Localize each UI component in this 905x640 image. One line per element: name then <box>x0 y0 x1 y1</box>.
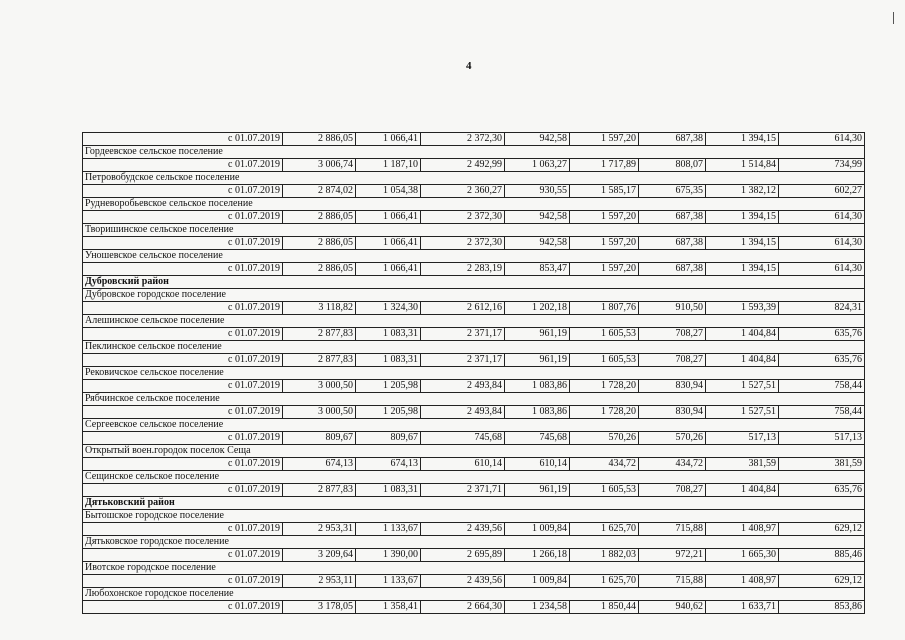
tariff-value-cell: 1 597,20 <box>570 133 639 146</box>
tariff-value-cell: 381,59 <box>779 458 865 471</box>
table-row <box>83 484 865 497</box>
table-row <box>83 432 865 445</box>
effective-date-cell: с 01.07.2019 <box>83 523 283 536</box>
settlement-name-row <box>83 393 865 406</box>
tariff-value-cell: 610,14 <box>421 458 505 471</box>
tariff-table <box>82 132 865 614</box>
settlement-name: Любохонское городское поселение <box>83 588 865 601</box>
tariff-value-cell: 910,50 <box>639 302 706 315</box>
tariff-value-cell: 1 527,51 <box>706 380 779 393</box>
tariff-value-cell: 614,30 <box>779 263 865 276</box>
tariff-value-cell: 1 083,31 <box>356 354 421 367</box>
effective-date-cell: с 01.07.2019 <box>83 302 283 315</box>
tariff-value-cell: 674,13 <box>356 458 421 471</box>
table-row <box>83 380 865 393</box>
table-row <box>83 302 865 315</box>
tariff-value-cell: 1 605,53 <box>570 484 639 497</box>
tariff-value-cell: 2 360,27 <box>421 185 505 198</box>
settlement-name-row <box>83 250 865 263</box>
tariff-value-cell: 2 372,30 <box>421 237 505 250</box>
tariff-value-cell: 2 953,31 <box>283 523 356 536</box>
tariff-value-cell: 2 371,17 <box>421 328 505 341</box>
tariff-value-cell: 708,27 <box>639 484 706 497</box>
effective-date-cell: с 01.07.2019 <box>83 484 283 497</box>
settlement-name: Петровобудское сельское поселение <box>83 172 865 185</box>
settlement-name: Бытошское городское поселение <box>83 510 865 523</box>
tariff-value-cell: 2 371,71 <box>421 484 505 497</box>
tariff-value-cell: 381,59 <box>706 458 779 471</box>
tariff-value-cell: 1 083,86 <box>505 380 570 393</box>
tariff-value-cell: 2 695,89 <box>421 549 505 562</box>
tariff-value-cell: 808,07 <box>639 159 706 172</box>
tariff-value-cell: 824,31 <box>779 302 865 315</box>
tariff-value-cell: 2 877,83 <box>283 354 356 367</box>
tariff-value-cell: 1 009,84 <box>505 575 570 588</box>
tariff-value-cell: 1 205,98 <box>356 380 421 393</box>
effective-date-cell: с 01.07.2019 <box>83 575 283 588</box>
tariff-value-cell: 1 593,39 <box>706 302 779 315</box>
district-name: Дубровский район <box>83 276 865 289</box>
tariff-value-cell: 1 083,31 <box>356 484 421 497</box>
tariff-value-cell: 2 877,83 <box>283 328 356 341</box>
tariff-value-cell: 675,35 <box>639 185 706 198</box>
tariff-value-cell: 940,62 <box>639 601 706 614</box>
table-row <box>83 133 865 146</box>
tariff-value-cell: 972,21 <box>639 549 706 562</box>
effective-date-cell: с 01.07.2019 <box>83 354 283 367</box>
settlement-name: Рябчинское сельское поселение <box>83 393 865 406</box>
effective-date-cell: с 01.07.2019 <box>83 458 283 471</box>
table-row <box>83 185 865 198</box>
tariff-value-cell: 708,27 <box>639 328 706 341</box>
tariff-value-cell: 853,47 <box>505 263 570 276</box>
effective-date-cell: с 01.07.2019 <box>83 263 283 276</box>
tariff-value-cell: 961,19 <box>505 484 570 497</box>
tariff-value-cell: 809,67 <box>283 432 356 445</box>
effective-date-cell: с 01.07.2019 <box>83 159 283 172</box>
tariff-table-body <box>83 133 865 614</box>
tariff-value-cell: 758,44 <box>779 406 865 419</box>
tariff-value-cell: 885,46 <box>779 549 865 562</box>
effective-date-cell: с 01.07.2019 <box>83 133 283 146</box>
settlement-name: Пеклинское сельское поселение <box>83 341 865 354</box>
tariff-value-cell: 1 054,38 <box>356 185 421 198</box>
tariff-value-cell: 570,26 <box>639 432 706 445</box>
tariff-value-cell: 1 009,84 <box>505 523 570 536</box>
tariff-value-cell: 853,86 <box>779 601 865 614</box>
tariff-value-cell: 1 187,10 <box>356 159 421 172</box>
tariff-value-cell: 602,27 <box>779 185 865 198</box>
settlement-name-row <box>83 510 865 523</box>
tariff-value-cell: 1 133,67 <box>356 575 421 588</box>
tariff-value-cell: 1 597,20 <box>570 211 639 224</box>
tariff-value-cell: 2 439,56 <box>421 575 505 588</box>
tariff-value-cell: 1 133,67 <box>356 523 421 536</box>
table-row <box>83 211 865 224</box>
tariff-value-cell: 2 492,99 <box>421 159 505 172</box>
tariff-value-cell: 1 585,17 <box>570 185 639 198</box>
settlement-name-row <box>83 471 865 484</box>
tariff-value-cell: 1 597,20 <box>570 237 639 250</box>
tariff-value-cell: 715,88 <box>639 575 706 588</box>
tariff-value-cell: 517,13 <box>706 432 779 445</box>
tariff-value-cell: 1 728,20 <box>570 406 639 419</box>
tariff-value-cell: 635,76 <box>779 354 865 367</box>
tariff-value-cell: 1 850,44 <box>570 601 639 614</box>
tariff-value-cell: 930,55 <box>505 185 570 198</box>
tariff-value-cell: 2 874,02 <box>283 185 356 198</box>
effective-date-cell: с 01.07.2019 <box>83 185 283 198</box>
settlement-name-row <box>83 367 865 380</box>
effective-date-cell: с 01.07.2019 <box>83 601 283 614</box>
settlement-name-row <box>83 341 865 354</box>
tariff-value-cell: 1 408,97 <box>706 523 779 536</box>
tariff-value-cell: 1 266,18 <box>505 549 570 562</box>
tariff-value-cell: 629,12 <box>779 523 865 536</box>
tariff-value-cell: 1 404,84 <box>706 354 779 367</box>
tariff-value-cell: 3 209,64 <box>283 549 356 562</box>
settlement-name-row <box>83 419 865 432</box>
settlement-name: Сещинское сельское поселение <box>83 471 865 484</box>
table-row <box>83 354 865 367</box>
tariff-value-cell: 1 408,97 <box>706 575 779 588</box>
tariff-value-cell: 1 605,53 <box>570 328 639 341</box>
tariff-value-cell: 1 728,20 <box>570 380 639 393</box>
tariff-value-cell: 2 953,11 <box>283 575 356 588</box>
tariff-value-cell: 809,67 <box>356 432 421 445</box>
tariff-value-cell: 708,27 <box>639 354 706 367</box>
settlement-name-row <box>83 172 865 185</box>
tariff-value-cell: 1 083,86 <box>505 406 570 419</box>
effective-date-cell: с 01.07.2019 <box>83 237 283 250</box>
settlement-name-row <box>83 224 865 237</box>
tariff-value-cell: 758,44 <box>779 380 865 393</box>
tariff-value-cell: 961,19 <box>505 354 570 367</box>
tariff-value-cell: 3 006,74 <box>283 159 356 172</box>
page-number: 4 <box>466 60 472 72</box>
scan-edge-mark <box>893 12 894 24</box>
tariff-value-cell: 687,38 <box>639 133 706 146</box>
table-row <box>83 406 865 419</box>
table-row <box>83 263 865 276</box>
tariff-value-cell: 1 083,31 <box>356 328 421 341</box>
tariff-value-cell: 1 605,53 <box>570 354 639 367</box>
table-row <box>83 523 865 536</box>
effective-date-cell: с 01.07.2019 <box>83 432 283 445</box>
tariff-value-cell: 1 066,41 <box>356 237 421 250</box>
tariff-value-cell: 745,68 <box>421 432 505 445</box>
tariff-value-cell: 635,76 <box>779 484 865 497</box>
settlement-name: Сергеевское сельское поселение <box>83 419 865 432</box>
district-name: Дятьковский район <box>83 497 865 510</box>
tariff-value-cell: 1 527,51 <box>706 406 779 419</box>
tariff-value-cell: 1 394,15 <box>706 263 779 276</box>
tariff-value-cell: 570,26 <box>570 432 639 445</box>
tariff-value-cell: 1 382,12 <box>706 185 779 198</box>
tariff-value-cell: 1 404,84 <box>706 328 779 341</box>
tariff-value-cell: 2 371,17 <box>421 354 505 367</box>
tariff-value-cell: 2 372,30 <box>421 211 505 224</box>
effective-date-cell: с 01.07.2019 <box>83 406 283 419</box>
tariff-value-cell: 1 394,15 <box>706 133 779 146</box>
tariff-value-cell: 3 000,50 <box>283 380 356 393</box>
settlement-name-row <box>83 198 865 211</box>
tariff-value-cell: 687,38 <box>639 211 706 224</box>
tariff-value-cell: 1 390,00 <box>356 549 421 562</box>
tariff-value-cell: 1 665,30 <box>706 549 779 562</box>
tariff-value-cell: 610,14 <box>505 458 570 471</box>
settlement-name-row <box>83 315 865 328</box>
settlement-name: Алешинское сельское поселение <box>83 315 865 328</box>
settlement-name-row <box>83 146 865 159</box>
table-row <box>83 458 865 471</box>
table-row <box>83 601 865 614</box>
settlement-name: Дятьковское городское поселение <box>83 536 865 549</box>
tariff-value-cell: 614,30 <box>779 211 865 224</box>
tariff-value-cell: 1 394,15 <box>706 237 779 250</box>
tariff-value-cell: 434,72 <box>639 458 706 471</box>
tariff-value-cell: 1 063,27 <box>505 159 570 172</box>
tariff-value-cell: 2 886,05 <box>283 211 356 224</box>
tariff-value-cell: 3 000,50 <box>283 406 356 419</box>
tariff-value-cell: 2 612,16 <box>421 302 505 315</box>
tariff-value-cell: 3 178,05 <box>283 601 356 614</box>
tariff-value-cell: 614,30 <box>779 133 865 146</box>
tariff-value-cell: 830,94 <box>639 380 706 393</box>
settlement-name-row <box>83 588 865 601</box>
tariff-value-cell: 942,58 <box>505 211 570 224</box>
table-row <box>83 159 865 172</box>
tariff-value-cell: 1 394,15 <box>706 211 779 224</box>
settlement-name-row <box>83 562 865 575</box>
tariff-value-cell: 2 664,30 <box>421 601 505 614</box>
tariff-value-cell: 1 324,30 <box>356 302 421 315</box>
tariff-value-cell: 1 066,41 <box>356 133 421 146</box>
tariff-value-cell: 1 358,41 <box>356 601 421 614</box>
settlement-name: Творишинское сельское поселение <box>83 224 865 237</box>
tariff-value-cell: 687,38 <box>639 237 706 250</box>
table-row <box>83 328 865 341</box>
tariff-value-cell: 1 205,98 <box>356 406 421 419</box>
tariff-value-cell: 1 066,41 <box>356 211 421 224</box>
table-row <box>83 575 865 588</box>
district-heading-row <box>83 497 865 510</box>
tariff-value-cell: 635,76 <box>779 328 865 341</box>
tariff-value-cell: 3 118,82 <box>283 302 356 315</box>
tariff-value-cell: 614,30 <box>779 237 865 250</box>
settlement-name-row <box>83 289 865 302</box>
tariff-value-cell: 1 066,41 <box>356 263 421 276</box>
tariff-value-cell: 2 493,84 <box>421 406 505 419</box>
tariff-value-cell: 830,94 <box>639 406 706 419</box>
settlement-name: Уношевское сельское поселение <box>83 250 865 263</box>
tariff-value-cell: 2 886,05 <box>283 133 356 146</box>
settlement-name: Гордеевское сельское поселение <box>83 146 865 159</box>
table-row <box>83 549 865 562</box>
table-row <box>83 237 865 250</box>
settlement-name-row <box>83 445 865 458</box>
tariff-value-cell: 1 633,71 <box>706 601 779 614</box>
tariff-value-cell: 2 493,84 <box>421 380 505 393</box>
settlement-name: Ивотское городское поселение <box>83 562 865 575</box>
tariff-value-cell: 1 514,84 <box>706 159 779 172</box>
tariff-value-cell: 1 597,20 <box>570 263 639 276</box>
tariff-value-cell: 2 886,05 <box>283 263 356 276</box>
tariff-value-cell: 2 283,19 <box>421 263 505 276</box>
tariff-value-cell: 2 439,56 <box>421 523 505 536</box>
tariff-value-cell: 1 404,84 <box>706 484 779 497</box>
settlement-name: Открытый воен.городок поселок Сеща <box>83 445 865 458</box>
tariff-value-cell: 1 717,89 <box>570 159 639 172</box>
tariff-value-cell: 942,58 <box>505 237 570 250</box>
settlement-name: Рековичское сельское поселение <box>83 367 865 380</box>
tariff-value-cell: 674,13 <box>283 458 356 471</box>
tariff-value-cell: 2 372,30 <box>421 133 505 146</box>
tariff-value-cell: 687,38 <box>639 263 706 276</box>
tariff-value-cell: 629,12 <box>779 575 865 588</box>
tariff-value-cell: 1 202,18 <box>505 302 570 315</box>
tariff-value-cell: 2 877,83 <box>283 484 356 497</box>
tariff-value-cell: 1 234,58 <box>505 601 570 614</box>
effective-date-cell: с 01.07.2019 <box>83 328 283 341</box>
effective-date-cell: с 01.07.2019 <box>83 380 283 393</box>
tariff-value-cell: 1 625,70 <box>570 523 639 536</box>
settlement-name: Рудневоробьевское сельское поселение <box>83 198 865 211</box>
settlement-name: Дубровское городское поселение <box>83 289 865 302</box>
tariff-value-cell: 1 882,03 <box>570 549 639 562</box>
tariff-value-cell: 1 807,76 <box>570 302 639 315</box>
tariff-value-cell: 745,68 <box>505 432 570 445</box>
tariff-value-cell: 1 625,70 <box>570 575 639 588</box>
tariff-value-cell: 942,58 <box>505 133 570 146</box>
tariff-value-cell: 961,19 <box>505 328 570 341</box>
settlement-name-row <box>83 536 865 549</box>
tariff-value-cell: 734,99 <box>779 159 865 172</box>
tariff-value-cell: 2 886,05 <box>283 237 356 250</box>
district-heading-row <box>83 276 865 289</box>
tariff-value-cell: 434,72 <box>570 458 639 471</box>
tariff-value-cell: 517,13 <box>779 432 865 445</box>
effective-date-cell: с 01.07.2019 <box>83 549 283 562</box>
tariff-value-cell: 715,88 <box>639 523 706 536</box>
effective-date-cell: с 01.07.2019 <box>83 211 283 224</box>
